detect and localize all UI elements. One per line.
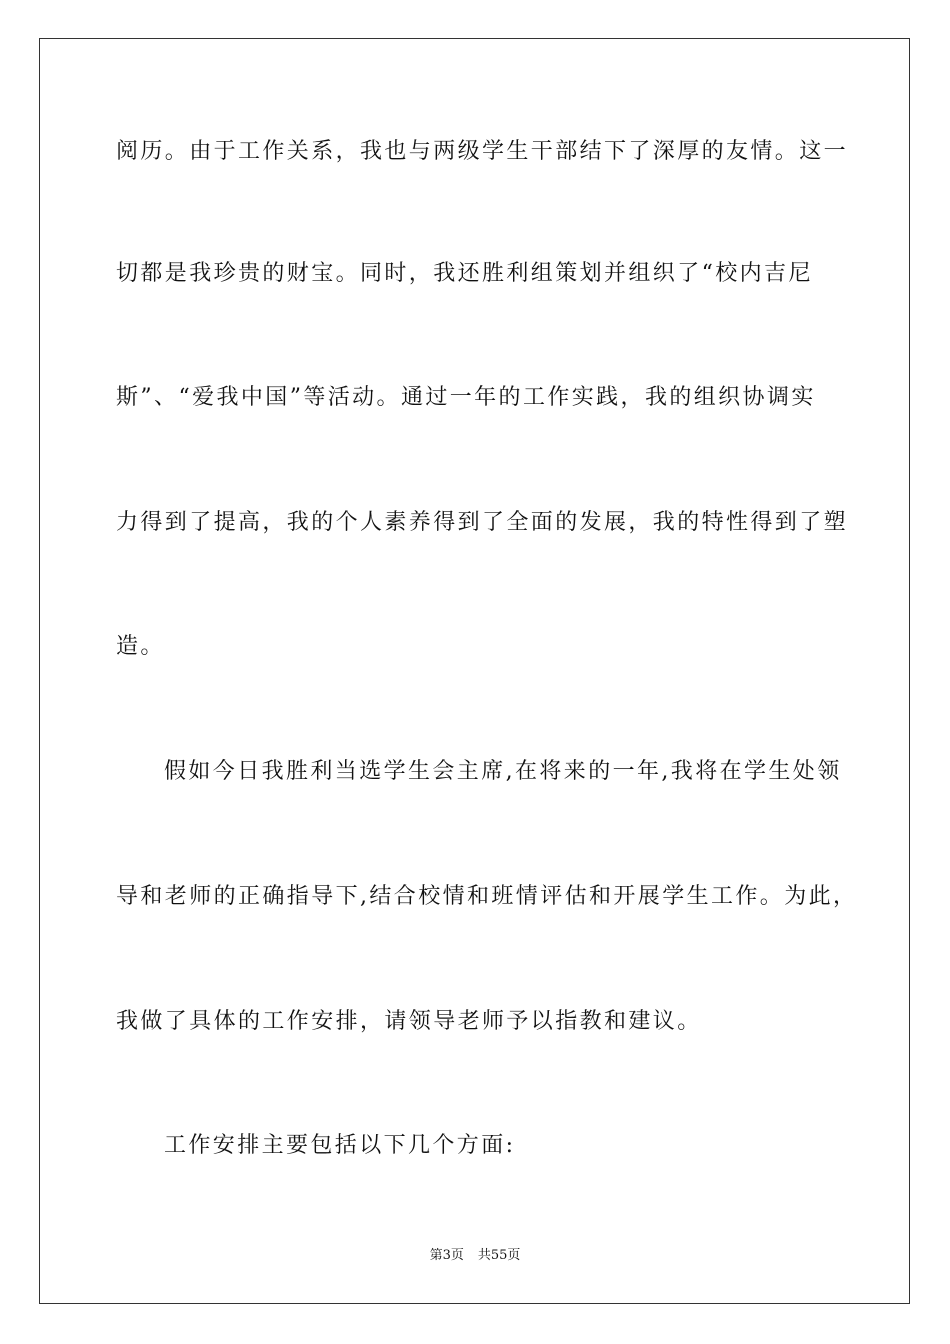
page-number: 第3页 [429,1248,464,1263]
text-line: 导和老师的正确指导下,结合校情和班情评估和开展学生工作。为此， [116,884,858,909]
text-line: 力得到了提高，我的个人素养得到了全面的发展，我的特性得到了塑 [116,510,849,535]
text-line: 斯”、“爱我中国”等活动。通过一年的工作实践，我的组织协调实 [116,385,816,410]
text-line: 阅历。由于工作关系，我也与两级学生干部结下了深厚的友情。这一 [116,139,849,164]
text-line: 造。 [116,634,165,659]
text-line: 切都是我珍贵的财宝。同时，我还胜利组策划并组织了“校内吉尼 [116,261,813,286]
paragraph-first-line: 假如今日我胜利当选学生会主席,在将来的一年,我将在学生处领 [164,759,842,784]
page-total: 共55页 [477,1248,521,1263]
text-line: 我做了具体的工作安排，请领导老师予以指教和建议。 [116,1009,702,1034]
page-border [39,38,910,1304]
paragraph-first-line: 工作安排主要包括以下几个方面: [164,1133,516,1158]
page-footer [0,1247,950,1265]
